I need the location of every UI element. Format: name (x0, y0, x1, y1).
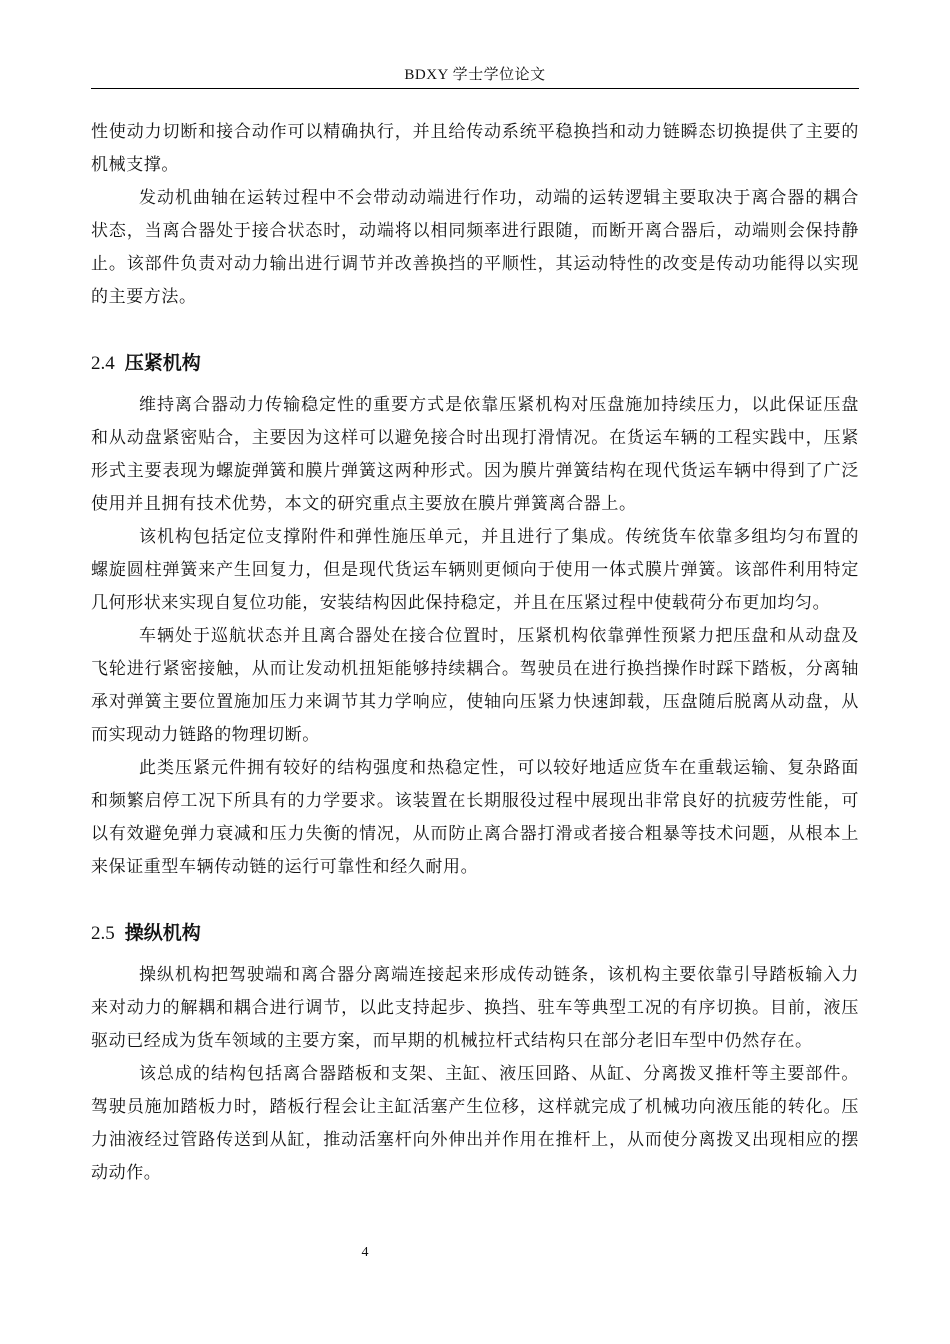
running-header: BDXY 学士学位论文 (404, 67, 546, 83)
body-paragraph: 此类压紧元件拥有较好的结构强度和热稳定性，可以较好地适应货车在重载运输、复杂路面和频繁启停工况下所具有的力学要求。该装置在长期服役过程中展现出非常良好的抗疲劳性能，可以有效避免弹力衰减和压力失衡的情况，从而防止离合器打滑或者接合粗暴等技术问题，从根本上来保证重型车辆传动链的运行可靠性和经久耐用。 (91, 758, 859, 877)
body-paragraph: 发动机曲轴在运转过程中不会带动动端进行作功，动端的运转逻辑主要取决于离合器的耦合状态，当离合器处于接合状态时，动端将以相同频率进行跟随，而断开离合器后，动端则会保持静止。该部件负责对动力输出进行调节并改善换挡的平顺性，其运动特性的改变是传动功能得以实现的主要方法。 (91, 188, 859, 307)
header-divider (91, 88, 859, 89)
section-title: 压紧机构 (124, 352, 201, 374)
body-paragraph: 该总成的结构包括离合器踏板和支架、主缸、液压回路、从缸、分离拨叉推杆等主要部件。驾驶员施加踏板力时，踏板行程会让主缸活塞产生位移，这样就完成了机械功向液压能的转化。压力油液经过管路传送到从缸，推动活塞杆向外伸出并作用在推杆上，从而使分离拨叉出现相应的摆动动作。 (91, 1064, 859, 1183)
section-heading (91, 347, 859, 380)
section-heading (91, 917, 859, 950)
page-content (91, 116, 859, 1190)
body-paragraph: 车辆处于巡航状态并且离合器处在接合位置时，压紧机构依靠弹性预紧力把压盘和从动盘及飞轮进行紧密接触，从而让发动机扭矩能够持续耦合。驾驶员在进行换挡操作时踩下踏板，分离轴承对弹簧主要位置施加压力来调节其力学响应，使轴向压紧力快速卸载，压盘随后脱离从动盘，从而实现动力链路的物理切断。 (91, 626, 859, 745)
section-title: 操纵机构 (124, 922, 201, 944)
page-number: 4 (361, 1245, 369, 1260)
section-number: 2.4 (91, 353, 115, 374)
body-paragraph: 该机构包括定位支撑附件和弹性施压单元，并且进行了集成。传统货车依靠多组均匀布置的螺旋圆柱弹簧来产生回复力，但是现代货运车辆则更倾向于使用一体式膜片弹簧。该部件利用特定几何形状来实现自复位功能，安装结构因此保持稳定，并且在压紧过程中使载荷分布更加均匀。 (91, 527, 859, 613)
section-number: 2.5 (91, 923, 115, 944)
body-paragraph: 性使动力切断和接合动作可以精确执行，并且给传动系统平稳换挡和动力链瞬态切换提供了主要的机械支撑。 (91, 122, 859, 175)
body-paragraph: 操纵机构把驾驶端和离合器分离端连接起来形成传动链条，该机构主要依靠引导踏板输入力来对动力的解耦和耦合进行调节，以此支持起步、换挡、驻车等典型工况的有序切换。目前，液压驱动已经成为货车领域的主要方案，而早期的机械拉杆式结构只在部分老旧车型中仍然存在。 (91, 965, 859, 1051)
body-paragraph: 维持离合器动力传输稳定性的重要方式是依靠压紧机构对压盘施加持续压力，以此保证压盘和从动盘紧密贴合，主要因为这样可以避免接合时出现打滑情况。在货运车辆的工程实践中，压紧形式主要表现为螺旋弹簧和膜片弹簧这两种形式。因为膜片弹簧结构在现代货运车辆中得到了广泛使用并且拥有技术优势，本文的研究重点主要放在膜片弹簧离合器上。 (91, 395, 859, 514)
